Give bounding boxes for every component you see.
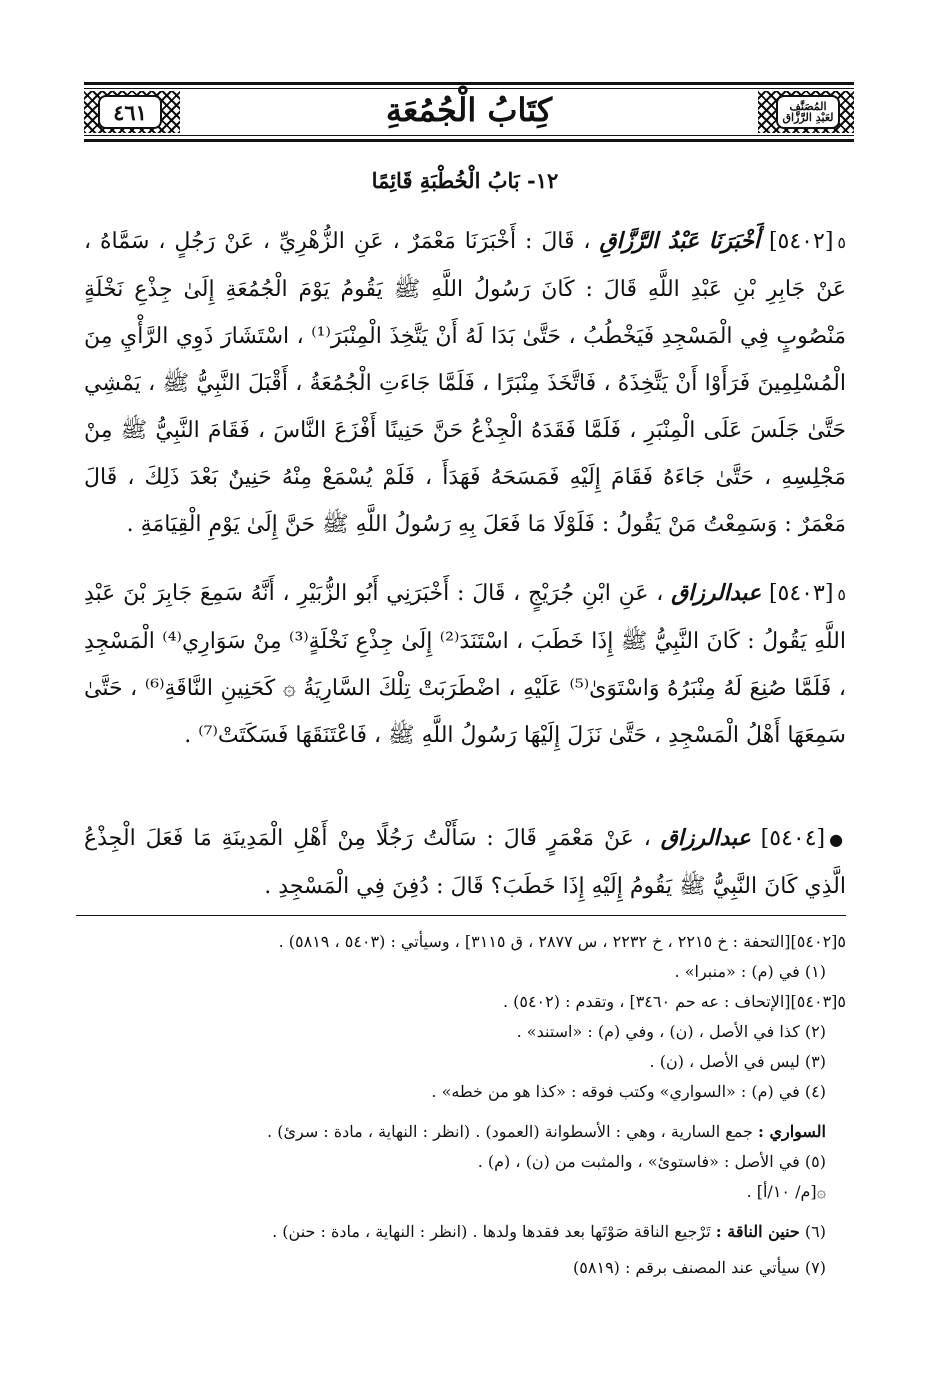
hadith-source: أَخْبَرَنَا عَبْدُ الرَّزَّاقِ [599,228,761,254]
footnote: (٧) سيأتي عند المصنف برقم : (٥٨١٩) [573,1258,826,1277]
page-number: ٤٦١ [113,99,147,125]
footnote-divider [76,915,846,916]
footnote [84,1220,826,1244]
footnote-text: جمع السارية ، وهي : الأسطوانة (العمود) . (انظر : النهاية ، مادة : سرئ) . [267,1122,758,1141]
footnote: ۞[م/ ١٠/أ] . [746,1182,826,1201]
hadith-mark: ٥ [837,233,846,252]
hadith-source: عبدالرزاق [660,825,751,851]
hadith-number: [٥٤٠٢] [768,229,834,254]
hadith-text: ، قَالَ : أَخْبَرَنَا مَعْمَرٌ ، عَنِ الزُّهْرِيِّ ، عَنْ رَجُلٍ ، سَمَّاهُ ، عَنْ جَابِرِ بْنِ عَبْدِ اللَّهِ قَالَ : كَانَ رَسُولُ اللَّهِ ﷺ يَقُومُ يَوْمَ الْجُمُعَةِ إِلَىٰ جِذْعِ نَخْلَةٍ مَنْصُوبٍ فِي الْمَسْجِدِ فَيَخْطُبُ ، حَتَّىٰ بَدَا لَهُ أَنْ يَتَّخِذَ الْمِنْبَرَ⁽¹⁾ ، اسْتَشَارَ ذَوِي الرَّأْيِ مِنَ الْمُسْلِمِينَ فَرَأَوْا أَنْ يَتَّخِذَهُ ، فَاتَّخَذَ مِنْبَرًا ، فَلَمَّا جَاءَتِ الْجُمُعَةُ ، أَقْبَلَ النَّبِيُّ ﷺ ، يَمْشِي حَتَّىٰ جَلَسَ عَلَى الْمِنْبَرِ ، فَلَمَّا فَقَدَهُ الْجِذْعُ حَنَّ حَنِينًا أَفْزَعَ النَّاسَ ، فَقَامَ النَّبِيُّ ﷺ مِنْ مَجْلِسِهِ ، حَتَّىٰ جَاءَهُ فَقَامَ إِلَيْهِ فَمَسَحَهُ فَهَدَأَ ، فَلَمْ يُسْمَعْ مِنْهُ حَنِينٌ بَعْدَ ذَلِكَ ، قَالَ مَعْمَرٌ : وَسَمِعْتُ مَنْ يَقُولُ : فَلَوْلَا مَا فَعَلَ بِهِ رَسُولُ اللَّهِ ﷺ حَنَّ إِلَىٰ يَوْمِ الْقِيَامَةِ . [84,229,846,537]
footnote [84,1120,826,1144]
footnote: ٥[٥٤٠٣][الإتحاف : عه حم ٣٤٦٠] ، وتقدم : (٥٤٠٢) . [502,992,846,1011]
page-number-badge [98,95,162,129]
logo-text: المُصَنَّف لعَبْدِ الرَّزَّاق [782,100,834,124]
hadith-5402 [84,218,846,548]
book-logo [776,95,840,129]
page-header [84,82,854,142]
hadith-text: ، عَنْ مَعْمَرٍ قَالَ : سَأَلْتُ رَجُلًا مِنْ أَهْلِ الْمَدِينَةِ مَا فَعَلَ الْجِذْعُ الَّذِي كَانَ النَّبِيُّ ﷺ يَقُومُ إِلَيْهِ إِذَا خَطَبَ؟ قَالَ : دُفِنَ فِي الْمَسْجِدِ . [84,826,846,899]
footnote: (٣) ليس في الأصل ، (ن) . [649,1052,826,1071]
book-title: كِتَابُ الْجُمُعَةِ [385,91,553,129]
chapter-title: ١٢- بَابُ الْخُطْبَةِ قَائِمًا [371,168,559,193]
footnote: (١) في (م) : «منبرا» . [674,962,826,981]
hadith-number: [٥٤٠٤] [760,826,826,851]
footnote: (٥) في الأصل : «فاستوئ» ، والمثبت من (ن) ، (م) . [477,1152,826,1171]
hadith-5403 [84,570,846,759]
hadith-5404 [84,815,846,910]
footnote-text: تَرْجيع الناقة صَوْتَها بعد فقدها ولدها . (انظر : النهاية ، مادة : حنن) . [272,1222,716,1241]
hadith-text: ، عَنِ ابْنِ جُرَيْجٍ ، قَالَ : أَخْبَرَنِي أَبُو الزُّبَيْرِ ، أَنَّهُ سَمِعَ جَابِرَ بْنَ عَبْدِ اللَّهِ يَقُولُ : كَانَ النَّبِيُّ ﷺ إِذَا خَطَبَ ، اسْتَنَدَ⁽²⁾ إِلَىٰ جِذْعِ نَخْلَةٍ⁽³⁾ مِنْ سَوَارِي⁽⁴⁾ الْمَسْجِدِ ، فَلَمَّا صُنِعَ لَهُ مِنْبَرُهُ وَاسْتَوَىٰ⁽⁵⁾ عَلَيْهِ ، اضْطَرَبَتْ تِلْكَ السَّارِيَةُ ۞ كَحَنِينِ النَّاقَةِ⁽⁶⁾ ، حَتَّىٰ سَمِعَهَا أَهْلُ الْمَسْجِدِ ، حَتَّىٰ نَزَلَ إِلَيْهَا رَسُولُ اللَّهِ ﷺ ، فَاعْتَنَقَهَا فَسَكَتَتْ⁽⁷⁾ . [84,581,846,748]
hadith-mark: ٥ [837,585,846,604]
footnote: ٥[٥٤٠٢][التحفة : خ ٢٢١٥ ، خ ٢٢٣٢ ، س ٢٨٧٧ ، ق ٣١١٥] ، وسيأتي : (٥٤٠٣ ، ٥٨١٩) . [278,932,846,951]
hadith-mark: ● [829,830,846,849]
footnote-term: السواري : [757,1122,826,1141]
footnote: (٢) كذا في الأصل ، (ن) ، وفي (م) : «استند» . [516,1022,826,1041]
hadith-number: [٥٤٠٣] [768,581,834,606]
footnote-prefix: (٦) [799,1222,826,1241]
footnote: (٤) في (م) : «السواري» وكتب فوقه : «كذا هو من خطه» . [431,1082,826,1101]
hadith-source: عبدالرزاق [671,580,762,606]
footnote-term: حنين الناقة : [715,1222,800,1241]
